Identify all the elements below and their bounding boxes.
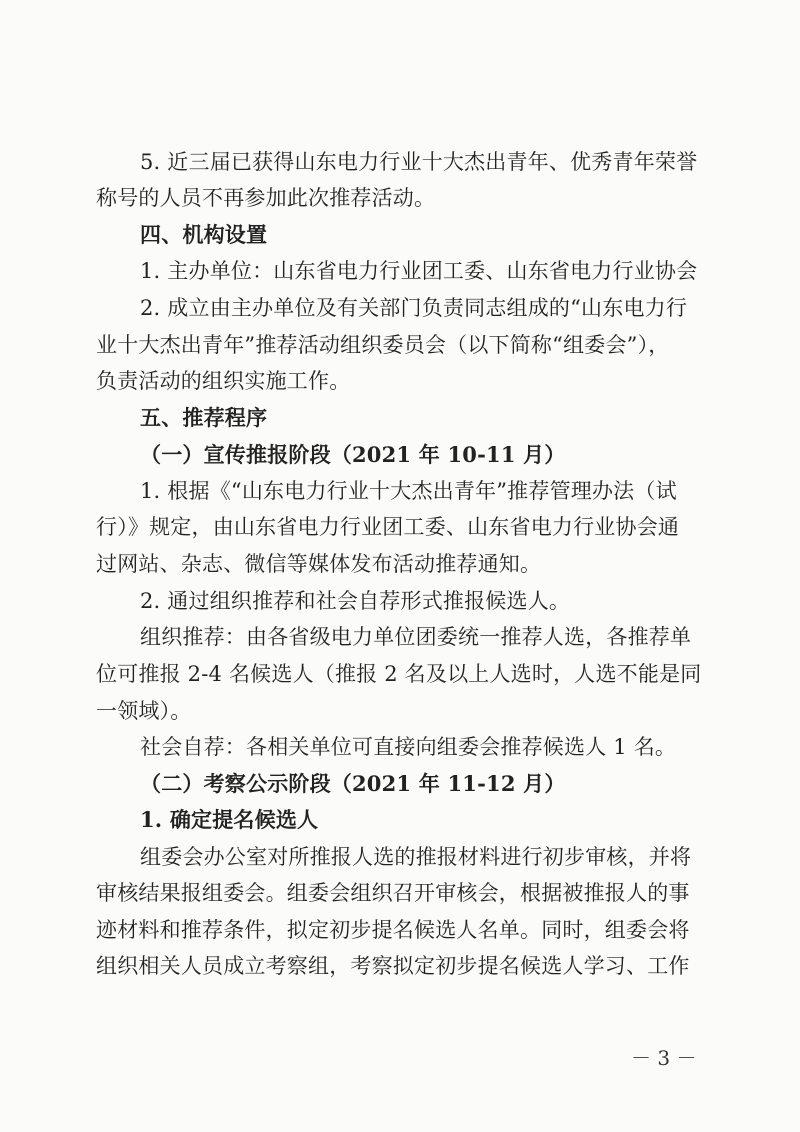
paragraph-line-7: 1. 根据《“山东电力行业十大杰出青年”推荐管理办法（试 (140, 479, 677, 503)
paragraph-line-18: 组织相关人员成立考察组，考察拟定初步提名候选人学习、工作 (96, 954, 690, 978)
paragraph-line-11: 组织推荐：由各省级电力单位团委统一推荐人选，各推荐单 (140, 625, 692, 649)
paragraph-line-12: 位可推报 2-4 名候选人（推报 2 名及以上人选时，人选不能是同 (96, 662, 702, 686)
paragraph-line-4: 2. 成立由主办单位及有关部门负责同志组成的“山东电力行 (140, 296, 688, 320)
subsection-heading-1: （一）宣传推报阶段（2021 年 10-11 月） (140, 442, 566, 467)
paragraph-line-13: 一领域）。 (96, 699, 192, 723)
paragraph-line-1: 5. 近三届已获得山东电力行业十大杰出青年、优秀青年荣誉 (140, 150, 698, 174)
paragraph-line-15: 组委会办公室对所推报人选的推报材料进行初步审核，并将 (140, 845, 692, 869)
paragraph-line-9: 过网站、杂志、微信等媒体发布活动推荐通知。 (96, 552, 542, 576)
page-number: － 3 － (631, 1046, 697, 1070)
paragraph-line-17: 迹材料和推荐条件，拟定初步提名候选人名单。同时，组委会将 (96, 918, 690, 942)
paragraph-line-16: 审核结果报组委会。组委会组织召开审核会，根据被推报人的事 (96, 881, 690, 905)
paragraph-line-6: 负责活动的组织实施工作。 (96, 369, 351, 393)
paragraph-line-10: 2. 通过组织推荐和社会自荐形式推报候选人。 (140, 589, 571, 613)
paragraph-line-14: 社会自荐：各相关单位可直接向组委会推荐候选人 1 名。 (140, 735, 677, 759)
subsection-heading-2: （二）考察公示阶段（2021 年 11-12 月） (140, 771, 566, 796)
section-heading-5: 五、推荐程序 (140, 405, 268, 430)
item-heading-1: 1. 确定提名候选人 (140, 807, 319, 832)
paragraph-line-8: 行）》规定，由山东省电力行业团工委、山东省电力行业协会通 (96, 515, 680, 539)
paragraph-line-3: 1. 主办单位：山东省电力行业团工委、山东省电力行业协会 (140, 259, 698, 283)
section-heading-4: 四、机构设置 (140, 222, 268, 247)
paragraph-line-2: 称号的人员不再参加此次推荐活动。 (96, 186, 436, 210)
paragraph-line-5: 业十大杰出青年”推荐活动组织委员会（以下简称“组委会”）， (96, 333, 670, 357)
